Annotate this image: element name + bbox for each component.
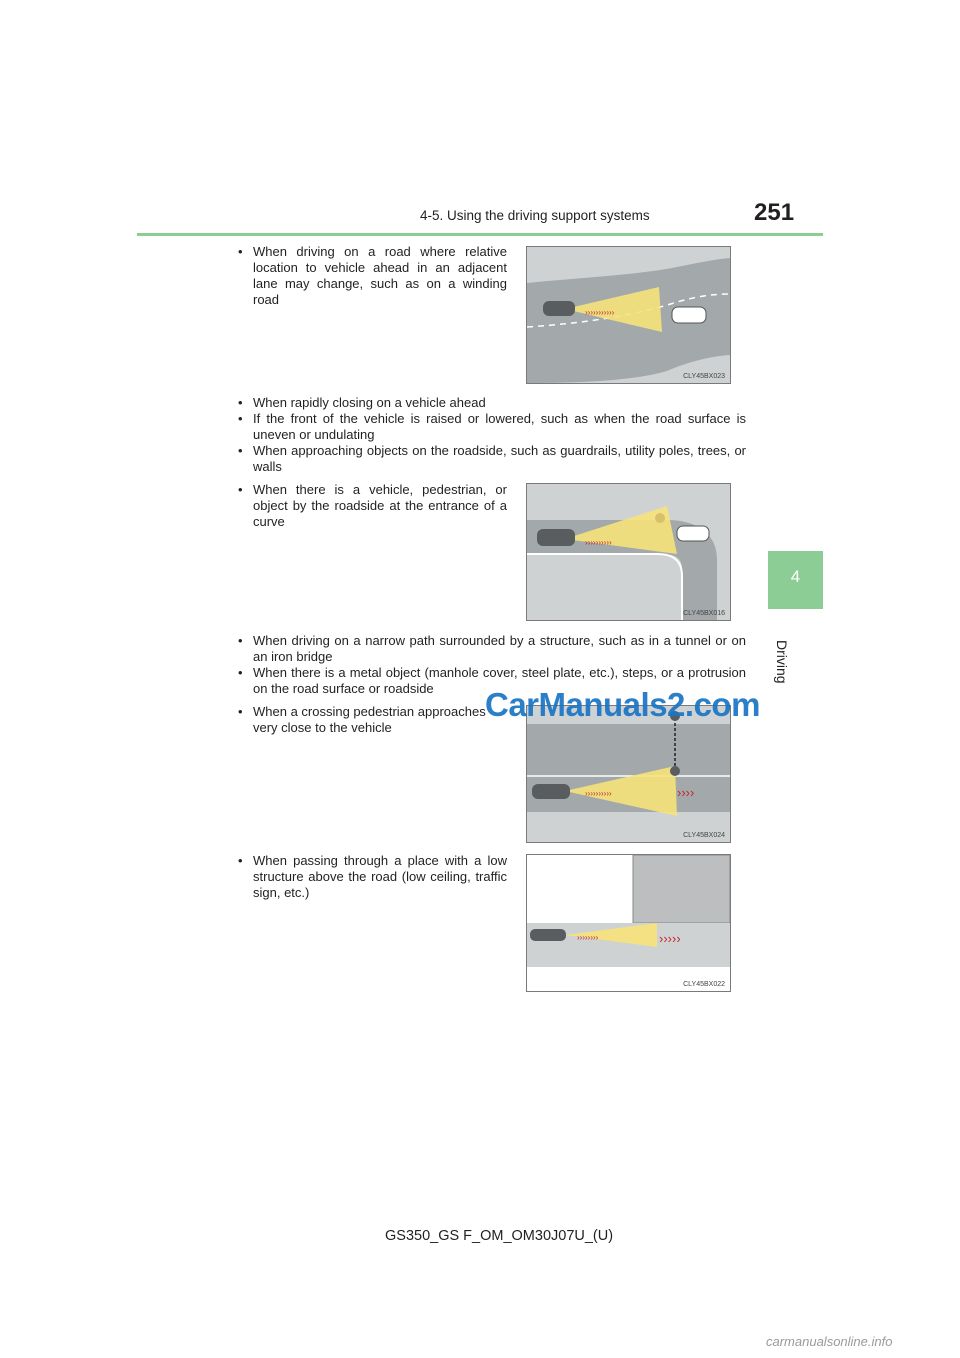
- chapter-number: 4: [790, 567, 801, 586]
- bullet: •: [238, 244, 243, 259]
- list-item: [238, 704, 507, 736]
- list-item: [238, 443, 746, 475]
- figure-code: CLY45BX016: [683, 610, 725, 617]
- bullet: •: [238, 482, 243, 497]
- radar-waves: [585, 308, 615, 317]
- page-number: 251: [754, 199, 795, 226]
- bullet: •: [238, 704, 243, 719]
- curve-entrance-illustration: [527, 484, 730, 620]
- chapter-label: Driving: [774, 640, 790, 684]
- svg-text:›››››: ›››››: [659, 931, 681, 946]
- figure-code: CLY45BX023: [683, 373, 725, 380]
- bullet: •: [238, 665, 243, 680]
- figure-winding-road: [526, 246, 731, 384]
- item-text: When there is a vehicle, pedestrian, or object by the roadside at the entrance of a curve: [253, 482, 507, 529]
- item-text: When there is a metal object (manhole cover, steel plate, etc.), steps, or a protrusion on the road surface or roadside: [253, 665, 746, 696]
- item-text: When driving on a narrow path surrounded by a structure, such as in a tunnel or on an iron bridge: [253, 633, 746, 664]
- bullet: •: [238, 853, 243, 868]
- document-code: GS350_GS F_OM_OM30J07U_(U): [385, 1228, 614, 1244]
- list-item: [238, 853, 507, 901]
- item-text: When passing through a place with a low structure above the road (low ceiling, traffic sign, etc.): [253, 853, 507, 900]
- bullet: •: [238, 443, 243, 458]
- figure-code: CLY45BX022: [683, 981, 725, 988]
- low-structure-illustration: [527, 855, 730, 991]
- header-divider: [137, 233, 823, 236]
- winding-road-illustration: [527, 247, 730, 383]
- brand-watermark: carmanualsonline.info: [766, 1334, 893, 1349]
- page-header: [0, 0, 960, 240]
- figure-low-structure: [526, 854, 731, 992]
- svg-text:›››››››››››: ›››››››››››: [585, 308, 615, 317]
- section-title: 4-5. Using the driving support systems: [420, 208, 650, 223]
- bullet: •: [238, 411, 243, 426]
- bullet: •: [238, 633, 243, 648]
- crossing-pedestrian-illustration: [527, 706, 730, 842]
- bullet: •: [238, 395, 243, 410]
- item-text: When driving on a road where relative location to vehicle ahead in an adjacent lane may change, such as on a winding road: [253, 244, 507, 307]
- list-item: [238, 411, 746, 443]
- list-item: [238, 633, 746, 665]
- figure-code: CLY45BX024: [683, 832, 725, 839]
- list-item: [238, 482, 507, 530]
- svg-text:››››››››: ››››››››: [577, 933, 599, 942]
- list-item: [238, 395, 746, 411]
- item-text: When approaching objects on the roadside, such as guardrails, utility poles, trees, or walls: [253, 443, 746, 474]
- figure-curve-entrance: [526, 483, 731, 621]
- site-watermark: CarManuals2.com: [485, 686, 760, 723]
- figure-crossing-pedestrian: [526, 705, 731, 843]
- item-text: When a crossing pedestrian approaches very close to the vehicle: [253, 704, 486, 735]
- item-text: When rapidly closing on a vehicle ahead: [253, 395, 486, 410]
- svg-text:››››››››››: ››››››››››: [585, 538, 612, 547]
- list-item: [238, 244, 507, 308]
- svg-text:››››: ››››: [677, 785, 695, 800]
- svg-text:››››››››››: ››››››››››: [585, 789, 612, 798]
- item-text: If the front of the vehicle is raised or lowered, such as when the road surface is uneven or undulating: [253, 411, 746, 442]
